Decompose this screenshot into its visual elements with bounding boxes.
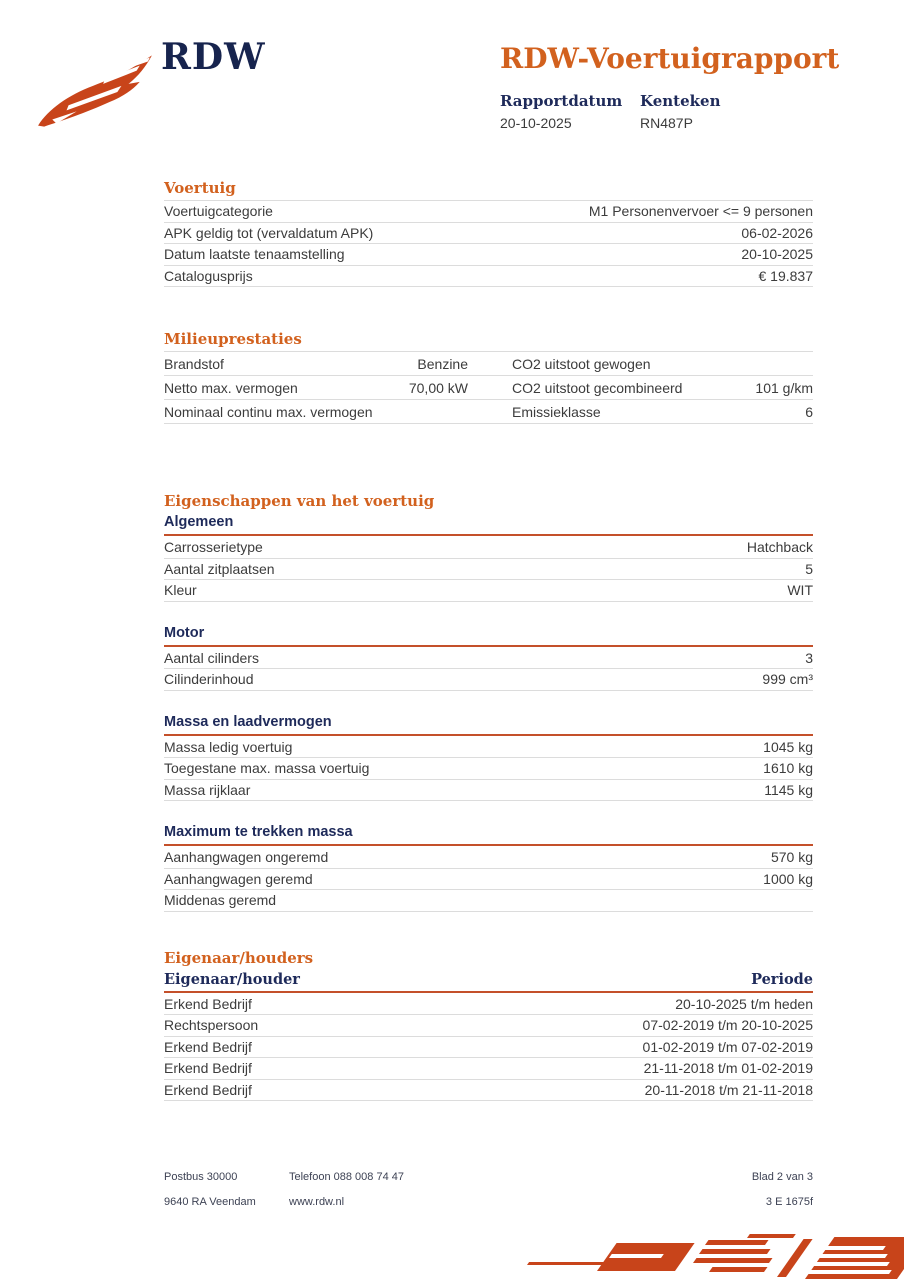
row-label: Catalogusprijs — [164, 267, 253, 284]
table-row — [164, 559, 813, 581]
report-meta — [500, 92, 840, 131]
row-label: Massa rijklaar — [164, 781, 251, 798]
row-value: 3 — [805, 649, 813, 666]
row-label: Brandstof — [164, 355, 224, 372]
row-label: Aanhangwagen geremd — [164, 870, 313, 887]
report-date-value: 20-10-2025 — [500, 115, 572, 131]
trekken-massa-table — [164, 847, 813, 912]
report-header — [500, 42, 840, 131]
footer-phone: Telefoon 088 008 74 47 — [289, 1171, 404, 1183]
row-label: Aantal cilinders — [164, 649, 259, 666]
row-value: M1 Personenvervoer <= 9 personen — [588, 203, 813, 220]
row-label: Voertuigcategorie — [164, 203, 273, 220]
period-cell: 20-11-2018 t/m 21-11-2018 — [644, 1081, 813, 1098]
rdw-feather-logo-icon — [34, 52, 156, 130]
row-value: Hatchback — [746, 539, 813, 556]
owner-cell: Erkend Bedrijf — [164, 995, 252, 1012]
subsection-title: Motor — [164, 626, 813, 647]
row-label: Nominaal continu max. vermogen — [164, 403, 373, 420]
row-value: 5 — [805, 560, 813, 577]
subsection-motor — [164, 626, 813, 691]
table-row — [164, 847, 813, 869]
row-value: Benzine — [417, 355, 468, 372]
row-label: Aanhangwagen ongeremd — [164, 849, 329, 866]
row-value: 70,00 kW — [408, 379, 468, 396]
table-row — [164, 1037, 813, 1059]
motor-table — [164, 648, 813, 691]
owners-table-header — [164, 972, 813, 993]
row-value: 999 cm³ — [762, 671, 813, 688]
section-eigenschappen — [164, 493, 813, 912]
footer-website: www.rdw.nl — [289, 1196, 345, 1208]
report-date-label: Rapportdatum — [500, 92, 623, 110]
row-value: 1610 kg — [763, 760, 813, 777]
row-label: Kleur — [164, 582, 197, 599]
row-value: 1000 kg — [763, 870, 813, 887]
row-label: Cilinderinhoud — [164, 671, 254, 688]
table-row — [164, 223, 813, 245]
footer-address-line1: Postbus 30000 — [164, 1171, 238, 1183]
row-label: CO2 uitstoot gewogen — [512, 355, 651, 372]
table-row — [164, 1080, 813, 1102]
footer-page-number: Blad 2 van 3 — [751, 1171, 813, 1183]
table-row — [164, 737, 813, 759]
row-value: 1045 kg — [763, 738, 813, 755]
page-footer — [164, 1171, 813, 1208]
report-title: RDW-Voertuigrapport — [500, 42, 840, 75]
row-label: Massa ledig voertuig — [164, 738, 293, 755]
voertuig-table — [164, 200, 813, 287]
section-milieuprestaties — [164, 331, 813, 424]
table-row — [164, 1058, 813, 1080]
row-label: CO2 uitstoot gecombineerd — [512, 379, 683, 396]
row-value: 6 — [805, 403, 813, 420]
owner-column-header: Eigenaar/houder — [164, 970, 300, 988]
subsection-title: Algemeen — [164, 515, 813, 536]
owners-table — [164, 994, 813, 1102]
row-value: 1145 kg — [764, 781, 813, 798]
table-row — [164, 780, 813, 802]
section-title: Voertuig — [164, 179, 236, 197]
row-label: Aantal zitplaatsen — [164, 560, 275, 577]
section-title: Eigenschappen van het voertuig — [164, 492, 435, 510]
table-row — [164, 266, 813, 288]
table-row — [164, 580, 813, 602]
period-cell: 01-02-2019 t/m 07-02-2019 — [642, 1038, 813, 1055]
subsection-trekken-massa — [164, 825, 813, 912]
license-plate-label: Kenteken — [640, 92, 721, 110]
milieu-table — [164, 351, 813, 424]
row-value: € 19.837 — [758, 267, 813, 284]
owner-cell: Erkend Bedrijf — [164, 1060, 252, 1077]
table-row — [164, 244, 813, 266]
table-row — [164, 376, 813, 400]
period-cell: 20-10-2025 t/m heden — [675, 995, 813, 1012]
algemeen-table — [164, 537, 813, 602]
table-row — [164, 1015, 813, 1037]
table-row — [164, 869, 813, 891]
footer-doc-code: 3 E 1675f — [765, 1196, 813, 1208]
subsection-title: Maximum te trekken massa — [164, 825, 813, 846]
row-label: Datum laatste tenaamstelling — [164, 246, 345, 263]
section-voertuig — [164, 180, 813, 287]
owner-cell: Erkend Bedrijf — [164, 1038, 252, 1055]
footer-address-line2: 9640 RA Veendam — [164, 1196, 256, 1208]
row-value: WIT — [787, 582, 813, 599]
row-value: 570 kg — [770, 849, 813, 866]
speed-stripes-graphic-icon — [509, 1234, 904, 1280]
row-label: Toegestane max. massa voertuig — [164, 760, 370, 777]
license-plate-block — [640, 92, 780, 131]
period-cell: 21-11-2018 t/m 01-02-2019 — [643, 1060, 813, 1077]
row-value: 06-02-2026 — [741, 224, 813, 241]
table-row — [164, 648, 813, 670]
row-label: Carrosserietype — [164, 539, 263, 556]
table-row — [164, 890, 813, 912]
section-title: Eigenaar/houders — [164, 948, 314, 967]
row-label: APK geldig tot (vervaldatum APK) — [164, 224, 374, 241]
subsection-algemeen — [164, 515, 813, 602]
owner-cell: Rechtspersoon — [164, 1017, 259, 1034]
table-row — [164, 400, 813, 424]
row-label: Netto max. vermogen — [164, 379, 298, 396]
row-label: Emissieklasse — [512, 403, 601, 420]
section-eigenaren — [164, 950, 813, 1102]
massa-table — [164, 737, 813, 802]
table-row — [164, 994, 813, 1016]
report-body — [164, 180, 813, 1101]
period-column-header: Periode — [751, 970, 813, 988]
row-value: 101 g/km — [755, 379, 813, 396]
subsection-title: Massa en laadvermogen — [164, 715, 813, 736]
license-plate-value: RN487P — [640, 115, 693, 131]
report-date-block — [500, 92, 640, 131]
period-cell: 07-02-2019 t/m 20-10-2025 — [642, 1017, 813, 1034]
table-row — [164, 758, 813, 780]
table-row — [164, 669, 813, 691]
rdw-logo-text: RDW — [161, 36, 266, 78]
table-row — [164, 537, 813, 559]
row-value: 20-10-2025 — [741, 246, 813, 263]
table-row — [164, 352, 813, 376]
owner-cell: Erkend Bedrijf — [164, 1081, 252, 1098]
section-title: Milieuprestaties — [164, 330, 302, 348]
table-row — [164, 201, 813, 223]
subsection-massa — [164, 715, 813, 802]
row-label: Middenas geremd — [164, 892, 277, 909]
